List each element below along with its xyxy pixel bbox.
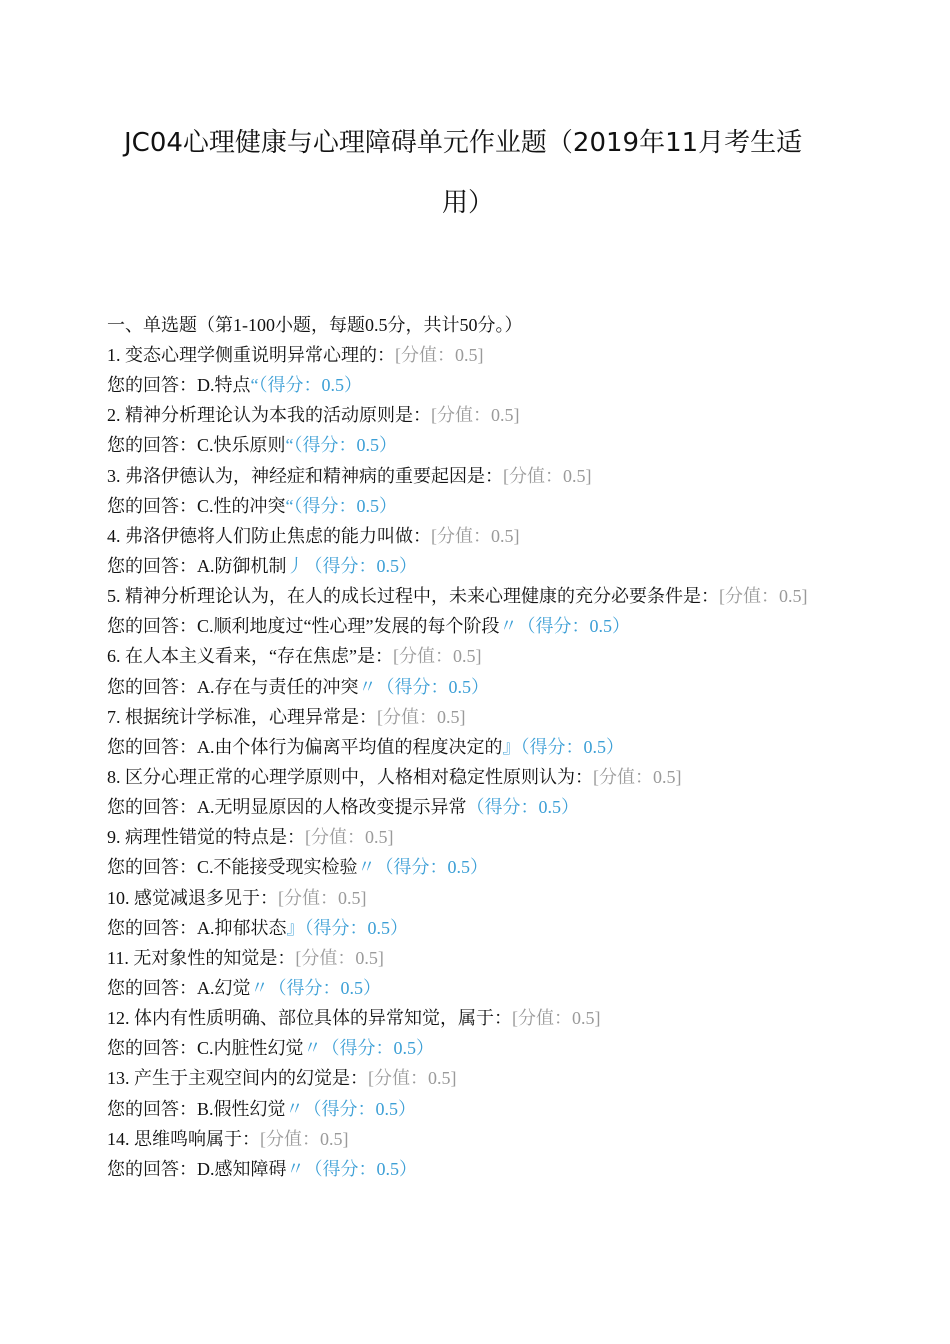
answer-line: [107, 430, 837, 460]
question-text: 6. 在人本主义看来，“存在焦虑”是：: [107, 646, 393, 667]
question-line: [107, 521, 837, 551]
question-line: [107, 943, 837, 973]
question-line: [107, 1063, 837, 1093]
question-text: 5. 精神分析理论认为，在人的成长过程中，未来心理健康的充分必要条件是：: [107, 586, 719, 607]
answer-prefix: 您的回答：: [107, 676, 197, 697]
question-line: [107, 822, 837, 852]
answer-line: [107, 1094, 837, 1124]
answer-text: A.由个体行为偏离平均值的程度决定的: [197, 736, 503, 757]
question-text: 11. 无对象性的知觉是：: [107, 947, 296, 968]
question-score-value: [分值：0.5]: [593, 766, 682, 787]
question-score-value: [分值：0.5]: [503, 465, 592, 486]
answer-text: A.无明显原因的人格改变提示异常: [197, 797, 467, 818]
question-line: [107, 762, 837, 792]
document-title: [108, 124, 828, 223]
question-line: [107, 702, 837, 732]
question-text: 9. 病理性错觉的特点是：: [107, 827, 305, 848]
answer-prefix: 您的回答：: [107, 917, 197, 938]
answer-score: 』（得分：0.5）: [502, 736, 624, 757]
question-line: [107, 400, 837, 430]
answer-prefix: 您的回答：: [107, 857, 197, 878]
answer-prefix: 您的回答：: [107, 435, 197, 456]
question-score-value: [分值：0.5]: [392, 646, 482, 667]
answer-score: 丿（得分：0.5）: [286, 555, 417, 576]
answer-text: C.快乐原则: [197, 435, 286, 456]
question-text: 4. 弗洛伊德将人们防止焦虑的能力叫做：: [107, 525, 431, 546]
answer-score: “（得分：0.5）: [250, 375, 362, 396]
answer-prefix: 您的回答：: [107, 797, 197, 818]
answer-text: A.存在与责任的冲突: [197, 676, 359, 697]
question-score-value: [分值：0.5]: [395, 345, 484, 365]
answer-line: [107, 491, 837, 521]
question-line: [107, 461, 837, 491]
question-score-value: [分值：0.5]: [719, 586, 808, 607]
answer-prefix: 您的回答：: [107, 555, 197, 576]
answer-score: 〃（得分：0.5）: [286, 1158, 417, 1179]
answer-text: C.内脏性幻觉: [197, 1038, 304, 1059]
answer-prefix: 您的回答：: [107, 1038, 197, 1059]
question-text: 10. 感觉减退多见于：: [107, 887, 278, 908]
answer-line: [107, 551, 837, 581]
answer-line: [107, 370, 837, 400]
answer-text: A.抑郁状态: [197, 917, 287, 938]
question-line: [107, 581, 837, 611]
answer-text: A.幻觉: [197, 977, 251, 998]
question-line: [107, 1003, 837, 1033]
question-score-value: [分值：0.5]: [260, 1128, 349, 1149]
answer-line: [107, 913, 837, 943]
question-line: [107, 340, 837, 370]
question-text: 8. 区分心理正常的心理学原则中，人格相对稳定性原则认为：: [107, 766, 593, 787]
title-line-1: JC04心理健康与心理障碍单元作业题（2019年11月考生适: [124, 128, 803, 158]
question-score-value: [分值：0.5]: [431, 405, 520, 426]
question-text: 12. 体内有性质明确、部位具体的异常知觉，属于：: [107, 1008, 512, 1029]
answer-prefix: 您的回答：: [107, 736, 197, 757]
question-score-value: [分值：0.5]: [278, 887, 367, 908]
answer-text: D.特点: [197, 375, 251, 396]
answer-score: 〃（得分：0.5）: [358, 676, 489, 697]
answer-line: [107, 672, 837, 702]
question-line: [107, 883, 837, 913]
answer-prefix: 您的回答：: [107, 1158, 197, 1179]
answer-line: [107, 973, 837, 1003]
answer-line: [107, 732, 837, 762]
answer-score: 〃（得分：0.5）: [250, 977, 381, 998]
answer-text: C.不能接受现实检验: [197, 857, 358, 878]
question-score-value: [分值：0.5]: [431, 525, 520, 546]
answer-score: “（得分：0.5）: [285, 435, 398, 456]
question-text: 2. 精神分析理论认为本我的活动原则是：: [107, 405, 431, 426]
question-text: 13. 产生于主观空间内的幻觉是：: [107, 1068, 368, 1089]
answer-score: 〃（得分：0.5）: [285, 1098, 417, 1119]
answer-prefix: 您的回答：: [107, 495, 197, 516]
answer-prefix: 您的回答：: [107, 375, 197, 396]
question-text: 3. 弗洛伊德认为，神经症和精神病的重要起因是：: [107, 465, 503, 486]
section-heading: 一、单选题（第1-100小题，每题0.5分，共计50分。）: [107, 315, 523, 335]
answer-score: 〃（得分：0.5）: [303, 1038, 435, 1059]
answer-score: “（得分：0.5）: [285, 495, 398, 516]
title-line-2: 用）: [441, 188, 494, 219]
answer-prefix: 您的回答：: [107, 1098, 197, 1119]
answer-line: [107, 1033, 837, 1063]
question-score-value: [分值：0.5]: [512, 1008, 601, 1029]
answer-score: 』（得分：0.5）: [286, 917, 408, 938]
question-list: [107, 310, 837, 1184]
answer-prefix: 您的回答：: [107, 616, 197, 637]
question-score-value: [分值：0.5]: [305, 827, 394, 848]
answer-score: 〃（得分：0.5）: [357, 857, 489, 878]
answer-line: [107, 792, 837, 822]
answer-line: [107, 852, 837, 882]
question-text: 1. 变态心理学侧重说明异常心理的：: [107, 345, 395, 365]
answer-text: D.感知障碍: [197, 1158, 287, 1179]
answer-text: B.假性幻觉: [197, 1098, 286, 1119]
question-line: [107, 1124, 837, 1154]
question-text: 7. 根据统计学标准，心理异常是：: [107, 706, 377, 727]
question-text: 14. 思维鸣响属于：: [107, 1128, 260, 1149]
answer-line: [107, 1154, 837, 1184]
answer-text: C.性的冲突: [197, 495, 286, 516]
answer-prefix: 您的回答：: [107, 977, 197, 998]
question-score-value: [分值：0.5]: [295, 947, 384, 968]
question-score-value: [分值：0.5]: [377, 706, 466, 727]
answer-score: 〃（得分：0.5）: [499, 616, 630, 637]
answer-text: A.防御机制: [197, 555, 287, 576]
question-line: [107, 641, 837, 671]
answer-line: [107, 611, 837, 641]
answer-text: C.顺利地度过“性心理”发展的每个阶段: [197, 616, 500, 637]
answer-score: （得分：0.5）: [466, 797, 579, 818]
question-score-value: [分值：0.5]: [368, 1068, 457, 1089]
